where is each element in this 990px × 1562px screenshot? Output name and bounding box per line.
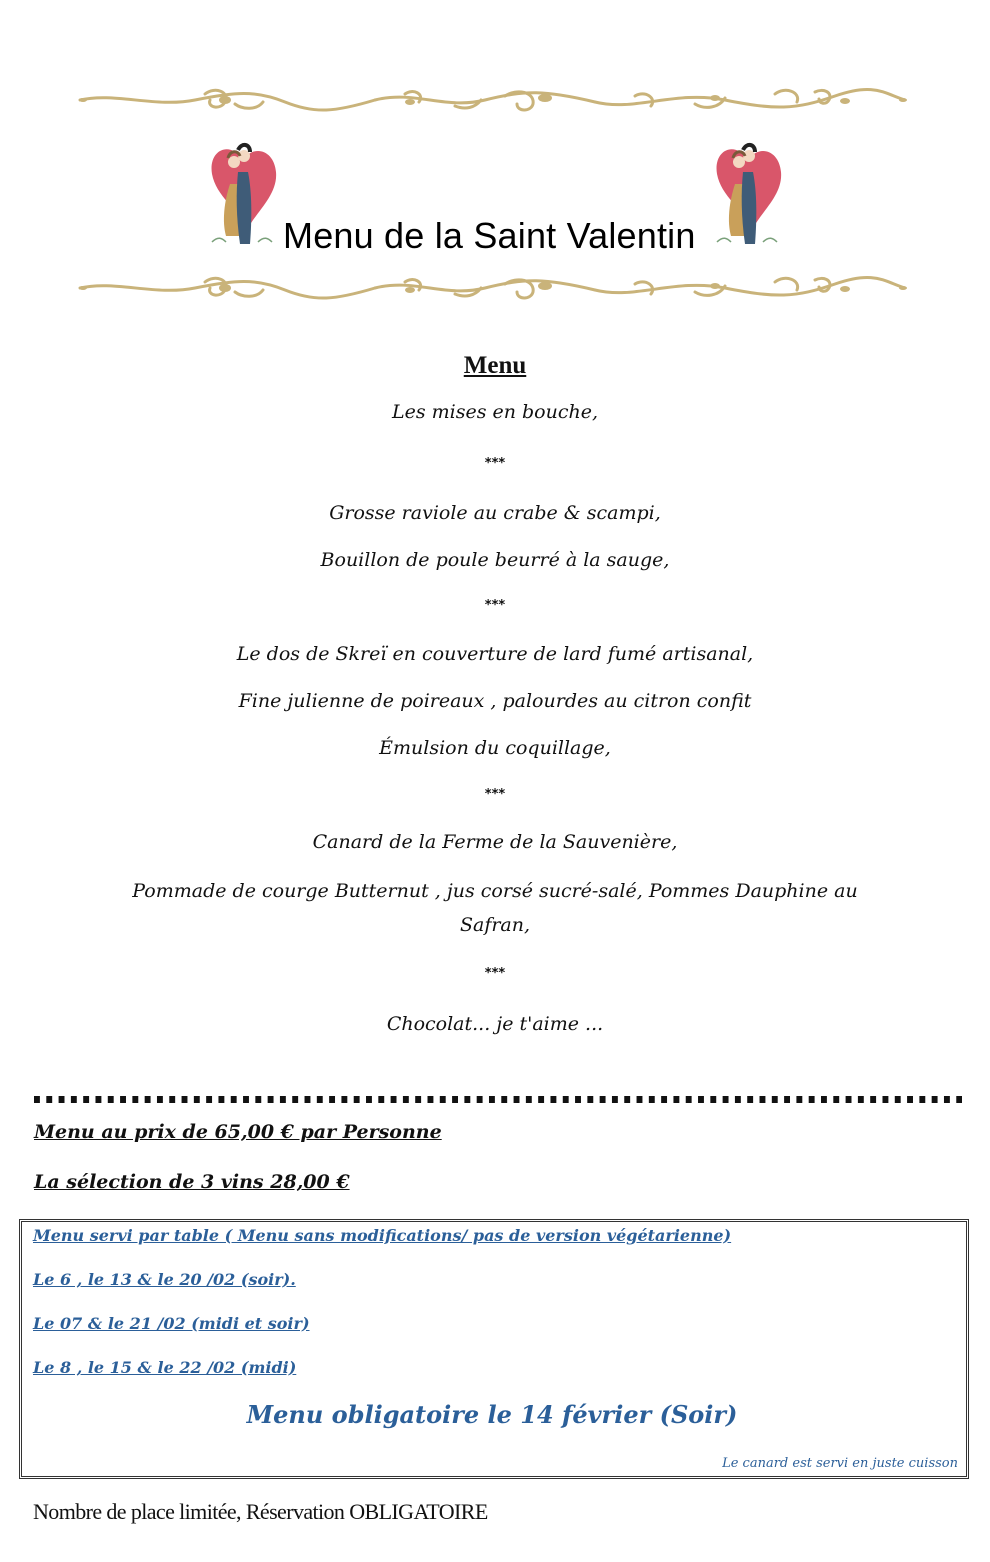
course-item: Émulsion du coquillage, xyxy=(379,737,611,759)
duck-cooking-note: Le canard est servi en juste cuisson xyxy=(722,1456,958,1471)
course-separator: *** xyxy=(484,787,506,802)
service-info-line: Menu servi par table ( Menu sans modifications/ pas de version végétarienne) xyxy=(33,1226,732,1245)
couple-heart-illustration-left xyxy=(208,132,278,250)
mandatory-menu-notice xyxy=(0,1400,990,1429)
couple-heart-icon xyxy=(713,132,783,250)
course-item: Bouillon de poule beurré à la sauge, xyxy=(320,549,670,571)
wine-selection-price: La sélection de 3 vins 28,00 € xyxy=(34,1171,350,1193)
course-item: Safran, xyxy=(459,914,531,936)
menu-price: Menu au prix de 65,00 € par Personne xyxy=(34,1121,442,1143)
course-item: Fine julienne de poireaux , palourdes au citron confit xyxy=(238,690,752,712)
service-info-box xyxy=(19,1219,969,1479)
service-dates-line: Le 6 , le 13 & le 20 /02 (soir). xyxy=(33,1270,296,1289)
course-item: Grosse raviole au crabe & scampi, xyxy=(329,502,661,524)
course-item: Les mises en bouche, xyxy=(391,401,599,423)
ornament-icon xyxy=(75,86,910,116)
page-title: Menu de la Saint Valentin xyxy=(283,215,696,256)
course-item: Le dos de Skreï en couverture de lard fumé artisanal, xyxy=(236,643,754,665)
service-dates-line: Le 8 , le 15 & le 22 /02 (midi) xyxy=(33,1358,297,1377)
course-separator: *** xyxy=(484,966,506,981)
course-separator: *** xyxy=(484,456,506,471)
menu-heading: Menu xyxy=(463,352,527,379)
course-item: Canard de la Ferme de la Sauvenière, xyxy=(312,831,678,853)
couple-heart-illustration-right xyxy=(713,132,783,250)
bottom-gold-flourish xyxy=(75,274,910,304)
top-gold-flourish xyxy=(75,86,910,116)
service-dates-line: Le 07 & le 21 /02 (midi et soir) xyxy=(33,1314,310,1333)
course-item: Chocolat... je t'aime ... xyxy=(386,1013,604,1035)
mandatory-menu-text: Menu obligatoire le 14 février (Soir) xyxy=(246,1400,738,1429)
course-separator: *** xyxy=(484,598,506,613)
dotted-divider xyxy=(34,1096,962,1103)
reservation-notice: Nombre de place limitée, Réservation OBLIGATOIRE xyxy=(33,1499,488,1524)
couple-heart-icon xyxy=(208,132,278,250)
course-item: Pommade de courge Butternut , jus corsé sucré-salé, Pommes Dauphine au xyxy=(132,880,858,902)
ornament-icon xyxy=(75,274,910,304)
